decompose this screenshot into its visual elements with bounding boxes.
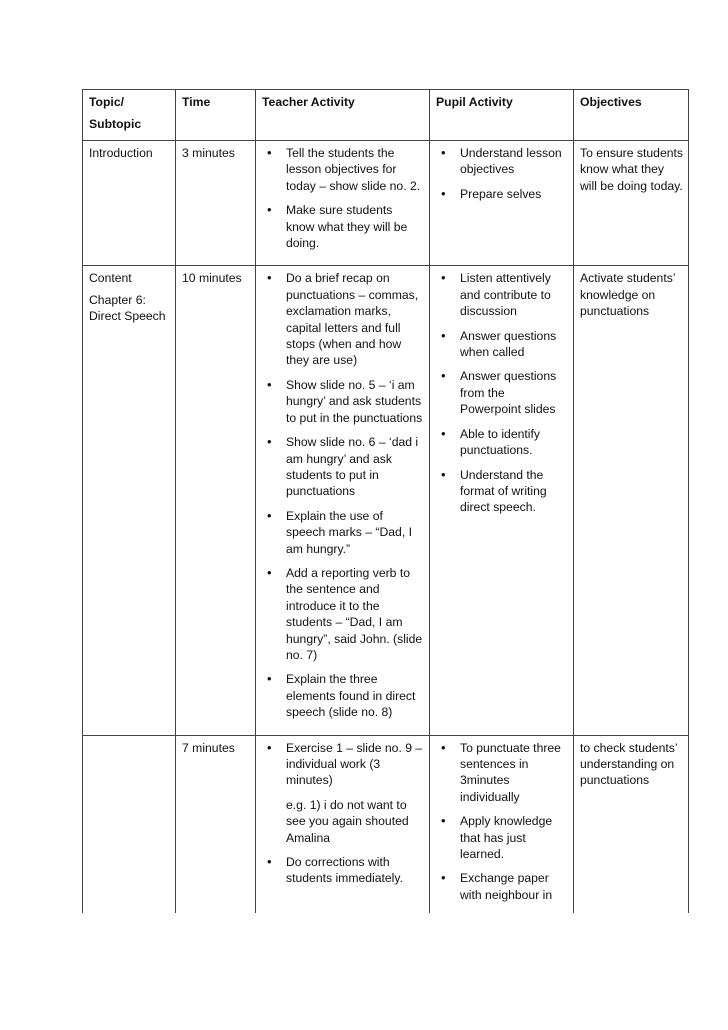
pupil-activity-cell bbox=[430, 266, 574, 735]
pupil-activity-cell bbox=[430, 141, 574, 266]
pupil-activity-wrap bbox=[436, 740, 568, 907]
pupil-activity-list bbox=[436, 145, 568, 202]
list-item: • Show slide no. 6 – ‘dad i am hungry’ and ask students to put in punctuations bbox=[262, 434, 424, 500]
row-content bbox=[83, 266, 689, 735]
teacher-activity-wrap bbox=[262, 740, 424, 907]
header-time: Time bbox=[176, 90, 256, 141]
list-item: • Exchange paper with neighbour in bbox=[436, 870, 568, 903]
objectives-cell: Activate students’ knowledge on punctuations bbox=[574, 266, 689, 735]
topic-text: Content bbox=[89, 271, 132, 286]
objectives-cell: to check students’ understanding on punctuations bbox=[574, 735, 689, 913]
topic-cell bbox=[83, 266, 176, 735]
subtopic-text: Chapter 6: Direct Speech bbox=[89, 292, 166, 324]
list-item: • Tell the students the lesson objectives for today – show slide no. 2. bbox=[262, 145, 424, 194]
pupil-activity-cell bbox=[430, 735, 574, 913]
header-pupil-activity: Pupil Activity bbox=[430, 90, 574, 141]
list-item: • Exercise 1 – slide no. 9 – individual work (3 minutes) bbox=[262, 740, 424, 789]
header-topic-line1: Topic/ bbox=[89, 95, 124, 109]
list-item: • Prepare selves bbox=[436, 186, 568, 202]
pupil-activity-list bbox=[436, 740, 568, 904]
teacher-activity-list-2 bbox=[262, 854, 424, 887]
list-item: • Show slide no. 5 – ‘i am hungry’ and ask students to put in the punctuations bbox=[262, 377, 424, 426]
header-row bbox=[83, 90, 689, 141]
topic-cell bbox=[83, 735, 176, 913]
list-item: • Explain the three elements found in direct speech (slide no. 8) bbox=[262, 671, 424, 720]
row-exercise bbox=[83, 735, 689, 913]
time-cell: 7 minutes bbox=[176, 735, 256, 913]
teacher-activity-list bbox=[262, 145, 424, 251]
teacher-activity-cell bbox=[256, 735, 430, 913]
time-cell: 3 minutes bbox=[176, 141, 256, 266]
list-item: • Make sure students know what they will be doing. bbox=[262, 202, 424, 251]
pupil-activity-list bbox=[436, 270, 568, 515]
list-item: • Do corrections with students immediately. bbox=[262, 854, 424, 887]
time-cell: 10 minutes bbox=[176, 266, 256, 735]
list-item: • Able to identify punctuations. bbox=[436, 426, 568, 459]
teacher-activity-cell bbox=[256, 266, 430, 735]
example-note: e.g. 1) i do not want to see you again shouted Amalina bbox=[286, 797, 409, 845]
list-item: • Understand the format of writing direct speech. bbox=[436, 467, 568, 516]
list-item: • Answer questions when called bbox=[436, 328, 568, 361]
list-item: • Understand lesson objectives bbox=[436, 145, 568, 178]
list-item: • Add a reporting verb to the sentence and introduce it to the students – “Dad, I am hungry”, said John. (slide no. 7) bbox=[262, 565, 424, 663]
list-item: • Listen attentively and contribute to discussion bbox=[436, 270, 568, 319]
list-item: • Explain the use of speech marks – “Dad, I am hungry.” bbox=[262, 508, 424, 557]
list-item: • Answer questions from the Powerpoint slides bbox=[436, 368, 568, 417]
header-objectives: Objectives bbox=[574, 90, 689, 141]
header-topic bbox=[83, 90, 176, 141]
header-topic-line2: Subtopic bbox=[89, 117, 142, 132]
teacher-activity-cell bbox=[256, 141, 430, 266]
lesson-plan-table bbox=[82, 89, 689, 913]
list-item: • To punctuate three sentences in 3minutes individually bbox=[436, 740, 568, 806]
teacher-activity-list bbox=[262, 740, 424, 789]
row-introduction bbox=[83, 141, 689, 266]
topic-text: Introduction bbox=[89, 146, 153, 160]
objectives-cell: To ensure students know what they will be doing today. bbox=[574, 141, 689, 266]
teacher-activity-list bbox=[262, 270, 424, 720]
list-item: • Do a brief recap on punctuations – commas, exclamation marks, capital letters and full stops (when and how they are use) bbox=[262, 270, 424, 368]
topic-cell bbox=[83, 141, 176, 266]
header-teacher-activity: Teacher Activity bbox=[256, 90, 430, 141]
list-item: • Apply knowledge that has just learned. bbox=[436, 813, 568, 862]
